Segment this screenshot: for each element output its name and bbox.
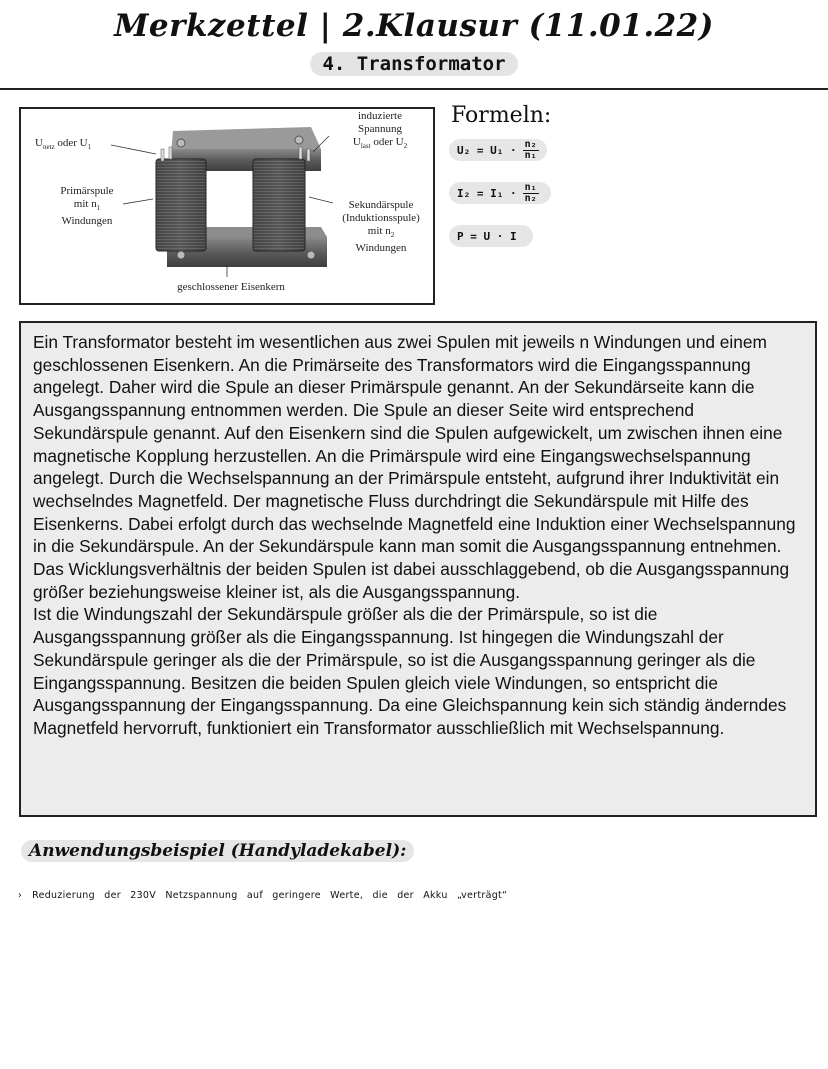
label-iron-core: geschlossener Eisenkern [177, 281, 285, 293]
formula-current: I₂ = I₁ · $\frac{\text{n₁}}{\text{n₂}}$ [449, 182, 551, 204]
example-heading: Anwendungsbeispiel (Handyladekabel): [21, 840, 414, 862]
description-paragraph-1: Ein Transformator besteht im wesentlichen aus zwei Spulen mit jeweils n Windungen und einem geschlossenen Eisenkern. An die Primärseite des Transformators wird die Eingangsspannung angelegt. Daher wird die Spule an dieser Primärspule genannt. An der Sekundärseite kann die Ausgangsspannung entnommen werden. Die Spule an dieser Seite wird entsprechend Sekundärspule genannt. Auf den Eisenkern sind die Spulen aufgewickelt, um zwischen ihnen eine magnetische Kopplung herzustellen. An die Primärspule wird eine Eingangswechselspannung angelegt. Durch die Wechselspannung an der Primärspule entsteht, aufgrund ihrer Induktivität ein wechselndes Magnetfeld. Der magnetische Fluss durchdringt die Sekundärspule mit Hilfe des Eisenkerns. Dabei erfolgt durch das wechselnde Magnetfeld eine Induktion einer Wechselspannung in die Sekundärspule. An der Sekundärspule kann man somit die Ausgangsspannung entnehmen. Das Wicklungsverhältnis der beiden Spulen ist dabei ausschlaggebend, ob die Ausgangsspannung größer beziehungsweise kleiner ist, als die Ausgangsspannung. [33, 332, 796, 602]
formula-power: P = U · I [449, 225, 533, 247]
label-output-voltage: induzierte Spannung $U_{last}$ oder $U_2$ [352, 110, 408, 151]
label-primary-coil: Primärspule mit $n_1$ Windungen [60, 185, 114, 228]
bullet-arrow-icon: › [18, 890, 23, 901]
example-item-text: Reduzierung der 230V Netzspannung auf geringere Werte, die der Akku „verträgt“ [32, 890, 508, 901]
description-paragraph-2: Ist die Windungszahl der Sekundärspule größer als die der Primärspule, so ist die Ausgangsspannung größer als die Eingangsspannung. Ist hingegen die Windungszahl der Sekundärspule geringer als die der Primärspule, so ist die Ausgangsspannung geringer als die Eingangsspannung. Besitzen die beiden Spulen gleich viele Windungen, so entspricht die Ausgangsspannung der Eingangsspannung. Da eine Gleichspannung kein sich ständig änderndes Magnetfeld hervorruft, funktioniert ein Transformator ausschließlich mit Wechselspannung. [33, 604, 787, 738]
transformer-figure [19, 107, 435, 305]
header-divider [0, 88, 828, 90]
example-item [18, 890, 507, 901]
formulas-title: Formeln: [451, 103, 552, 128]
section-heading: 4. Transformator [310, 52, 517, 76]
label-secondary-coil: Sekundärspule (Induktionsspule) mit $n_2$ Windungen [342, 199, 420, 255]
formula-voltage: U₂ = U₁ · $\frac{\text{n₂}}{\text{n₁}}$ [449, 139, 547, 161]
label-input-voltage: $U_{netz}$ oder $U_1$ [35, 137, 92, 152]
page-title: Merkzettel | 2.Klausur (11.01.22) [114, 8, 714, 44]
description-box [19, 321, 817, 817]
